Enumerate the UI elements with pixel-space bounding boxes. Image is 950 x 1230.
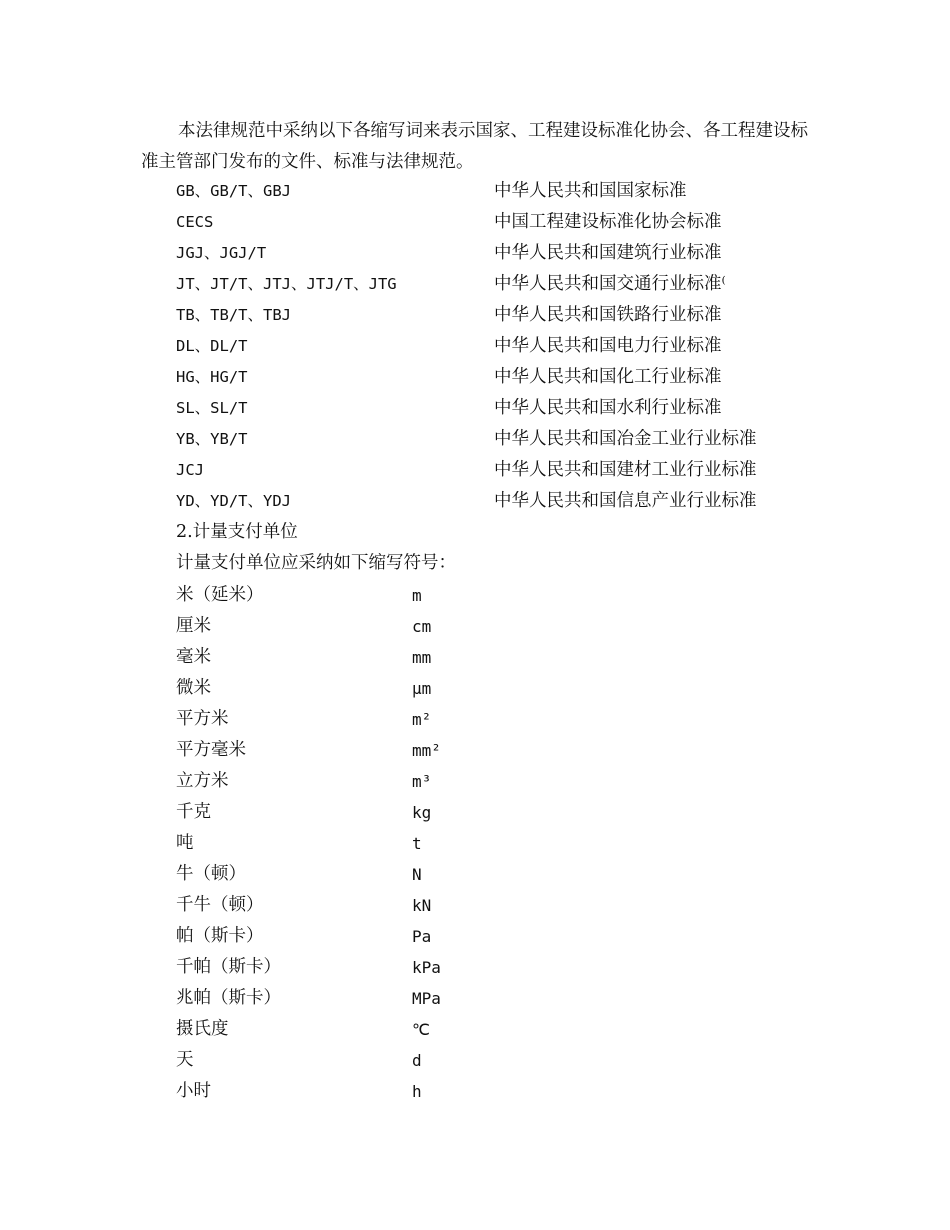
unit-name: 摄氏度 bbox=[176, 1019, 229, 1039]
unit-name: 立方米 bbox=[176, 771, 229, 791]
standard-name: 中华人民共和国铁路行业标准 bbox=[494, 305, 722, 325]
standard-code: CECS bbox=[176, 213, 214, 231]
unit-name: 厘米 bbox=[176, 616, 211, 636]
standard-name: 中华人民共和国建筑行业标准 bbox=[494, 243, 722, 263]
standard-name: 中华人民共和国交通行业标准⁽ bbox=[494, 274, 726, 294]
unit-symbol: N bbox=[412, 865, 422, 884]
standard-name: 中华人民共和国信息产业行业标准 bbox=[494, 491, 757, 511]
standard-code: GB、GB/T、GBJ bbox=[176, 182, 291, 200]
unit-symbol: kPa bbox=[412, 958, 441, 977]
unit-name: 米（延米） bbox=[176, 585, 264, 605]
unit-symbol: Pa bbox=[412, 927, 432, 946]
intro-paragraph bbox=[141, 116, 821, 178]
standard-code: SL、SL/T bbox=[176, 399, 248, 417]
standard-name: 中国工程建设标准化协会标准 bbox=[494, 212, 722, 232]
standard-code: YB、YB/T bbox=[176, 430, 248, 448]
unit-symbol: h bbox=[412, 1082, 422, 1101]
unit-symbol: d bbox=[412, 1051, 422, 1070]
section-heading: 2.计量支付单位 bbox=[176, 522, 298, 542]
unit-symbol: m³ bbox=[412, 772, 432, 791]
standard-code: HG、HG/T bbox=[176, 368, 248, 386]
unit-symbol: μm bbox=[412, 679, 432, 698]
unit-name: 兆帕（斯卡） bbox=[176, 988, 281, 1008]
unit-name: 毫米 bbox=[176, 647, 211, 667]
unit-name: 平方米 bbox=[176, 709, 229, 729]
unit-name: 千牛（顿） bbox=[176, 895, 264, 915]
standard-code: TB、TB/T、TBJ bbox=[176, 306, 291, 324]
unit-name: 天 bbox=[176, 1050, 194, 1070]
unit-name: 千帕（斯卡） bbox=[176, 957, 281, 977]
unit-symbol: m² bbox=[412, 710, 432, 729]
unit-name: 牛（顿） bbox=[176, 864, 246, 884]
unit-name: 吨 bbox=[176, 833, 194, 853]
unit-name: 微米 bbox=[176, 678, 211, 698]
standard-name: 中华人民共和国国家标准 bbox=[494, 181, 687, 201]
standard-name: 中华人民共和国水利行业标准 bbox=[494, 398, 722, 418]
standard-code: JT、JT/T、JTJ、JTJ/T、JTG bbox=[176, 275, 397, 293]
standard-code: JCJ bbox=[176, 461, 204, 479]
unit-symbol: MPa bbox=[412, 989, 441, 1008]
standard-name: 中华人民共和国冶金工业行业标准 bbox=[494, 429, 757, 449]
standard-code: JGJ、JGJ/T bbox=[176, 244, 267, 262]
unit-symbol: mm² bbox=[412, 741, 441, 760]
unit-symbol: cm bbox=[412, 617, 432, 636]
unit-symbol: ℃ bbox=[412, 1020, 430, 1039]
unit-name: 帕（斯卡） bbox=[176, 926, 264, 946]
standard-name: 中华人民共和国建材工业行业标准 bbox=[494, 460, 757, 480]
standard-code: YD、YD/T、YDJ bbox=[176, 492, 291, 510]
unit-symbol: kg bbox=[412, 803, 432, 822]
standard-code: DL、DL/T bbox=[176, 337, 248, 355]
standard-name: 中华人民共和国电力行业标准 bbox=[494, 336, 722, 356]
section-lead: 计量支付单位应采纳如下缩写符号： bbox=[176, 553, 456, 573]
intro-text: 本法律规范中采纳以下各缩写词来表示国家、工程建设标准化协会、各工程建设标准主管部门发布的文件、标准与法律规范。 bbox=[141, 121, 808, 172]
standard-name: 中华人民共和国化工行业标准 bbox=[494, 367, 722, 387]
unit-symbol: mm bbox=[412, 648, 432, 667]
unit-name: 千克 bbox=[176, 802, 211, 822]
unit-name: 小时 bbox=[176, 1081, 211, 1101]
unit-name: 平方毫米 bbox=[176, 740, 246, 760]
unit-symbol: t bbox=[412, 834, 422, 853]
unit-symbol: m bbox=[412, 586, 422, 605]
unit-symbol: kN bbox=[412, 896, 432, 915]
